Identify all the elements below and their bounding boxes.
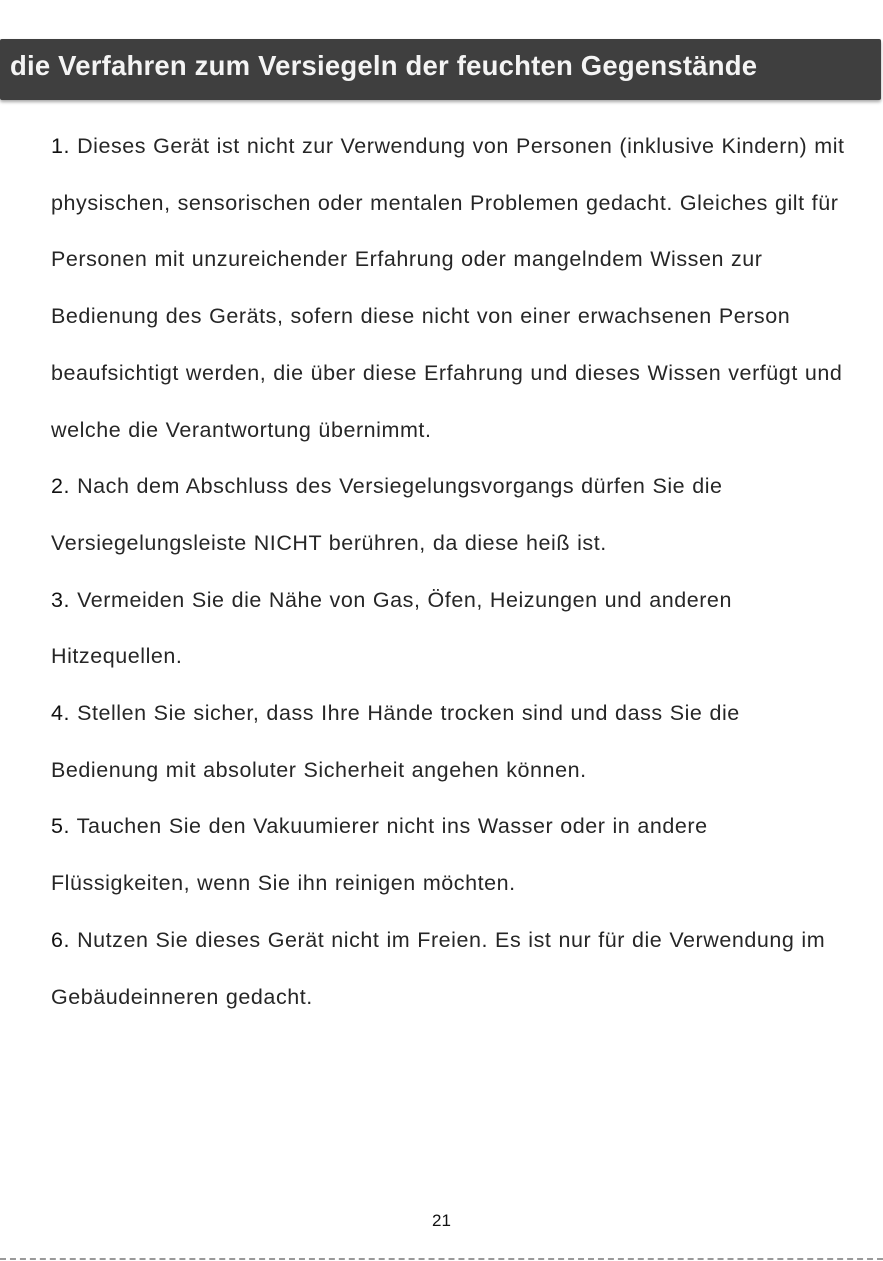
footer-divider: [0, 1258, 883, 1260]
section-header-bar: [0, 39, 881, 100]
item-number: 1.: [51, 134, 71, 158]
item-text: Nach dem Abschluss des Versiegelungsvorgangs dürfen Sie die Versiegelungsleiste NICHT berühren, da diese heiß ist.: [51, 474, 723, 555]
list-item: [51, 118, 851, 458]
item-text: Vermeiden Sie die Nähe von Gas, Öfen, Heizungen und anderen Hitzequellen.: [51, 587, 732, 669]
list-item: [51, 458, 851, 571]
item-number: 3.: [51, 587, 71, 612]
item-number: 5.: [51, 814, 71, 839]
list-item: [51, 685, 851, 798]
list-item: [51, 912, 851, 1025]
section-title: die Verfahren zum Versiegeln der feuchten Gegenstände: [10, 50, 758, 81]
item-number: 2.: [51, 474, 71, 499]
item-text: Tauchen Sie den Vakuumierer nicht ins Wasser oder in andere Flüssigkeiten, wenn Sie ihn reinigen möchten.: [51, 814, 708, 896]
list-item: [51, 572, 851, 685]
instruction-list: [51, 118, 851, 1025]
list-item: [51, 798, 851, 911]
item-text: Dieses Gerät ist nicht zur Verwendung von Personen (inklusive Kindern) mit physischen, sensorischen oder mentalen Problemen gedacht. Gleiches gilt für Personen mit unzureichender Erfahrung oder mangelndem Wissen zur Bedienung des Geräts, sofern diese nicht von einer erwachsenen Person beaufsichtigt werden, die über diese Erfahrung und dieses Wissen verfügt und welche die Verantwortung übernimmt.: [51, 134, 845, 442]
item-text: Stellen Sie sicher, dass Ihre Hände trocken sind und dass Sie die Bedienung mit absoluter Sicherheit angehen können.: [51, 701, 740, 782]
item-number: 4.: [51, 701, 71, 726]
item-number: 6.: [51, 927, 71, 952]
page-number: 21: [432, 1211, 451, 1230]
item-text: Nutzen Sie dieses Gerät nicht im Freien. Es ist nur für die Verwendung im Gebäudeinneren gedacht.: [51, 927, 826, 1009]
